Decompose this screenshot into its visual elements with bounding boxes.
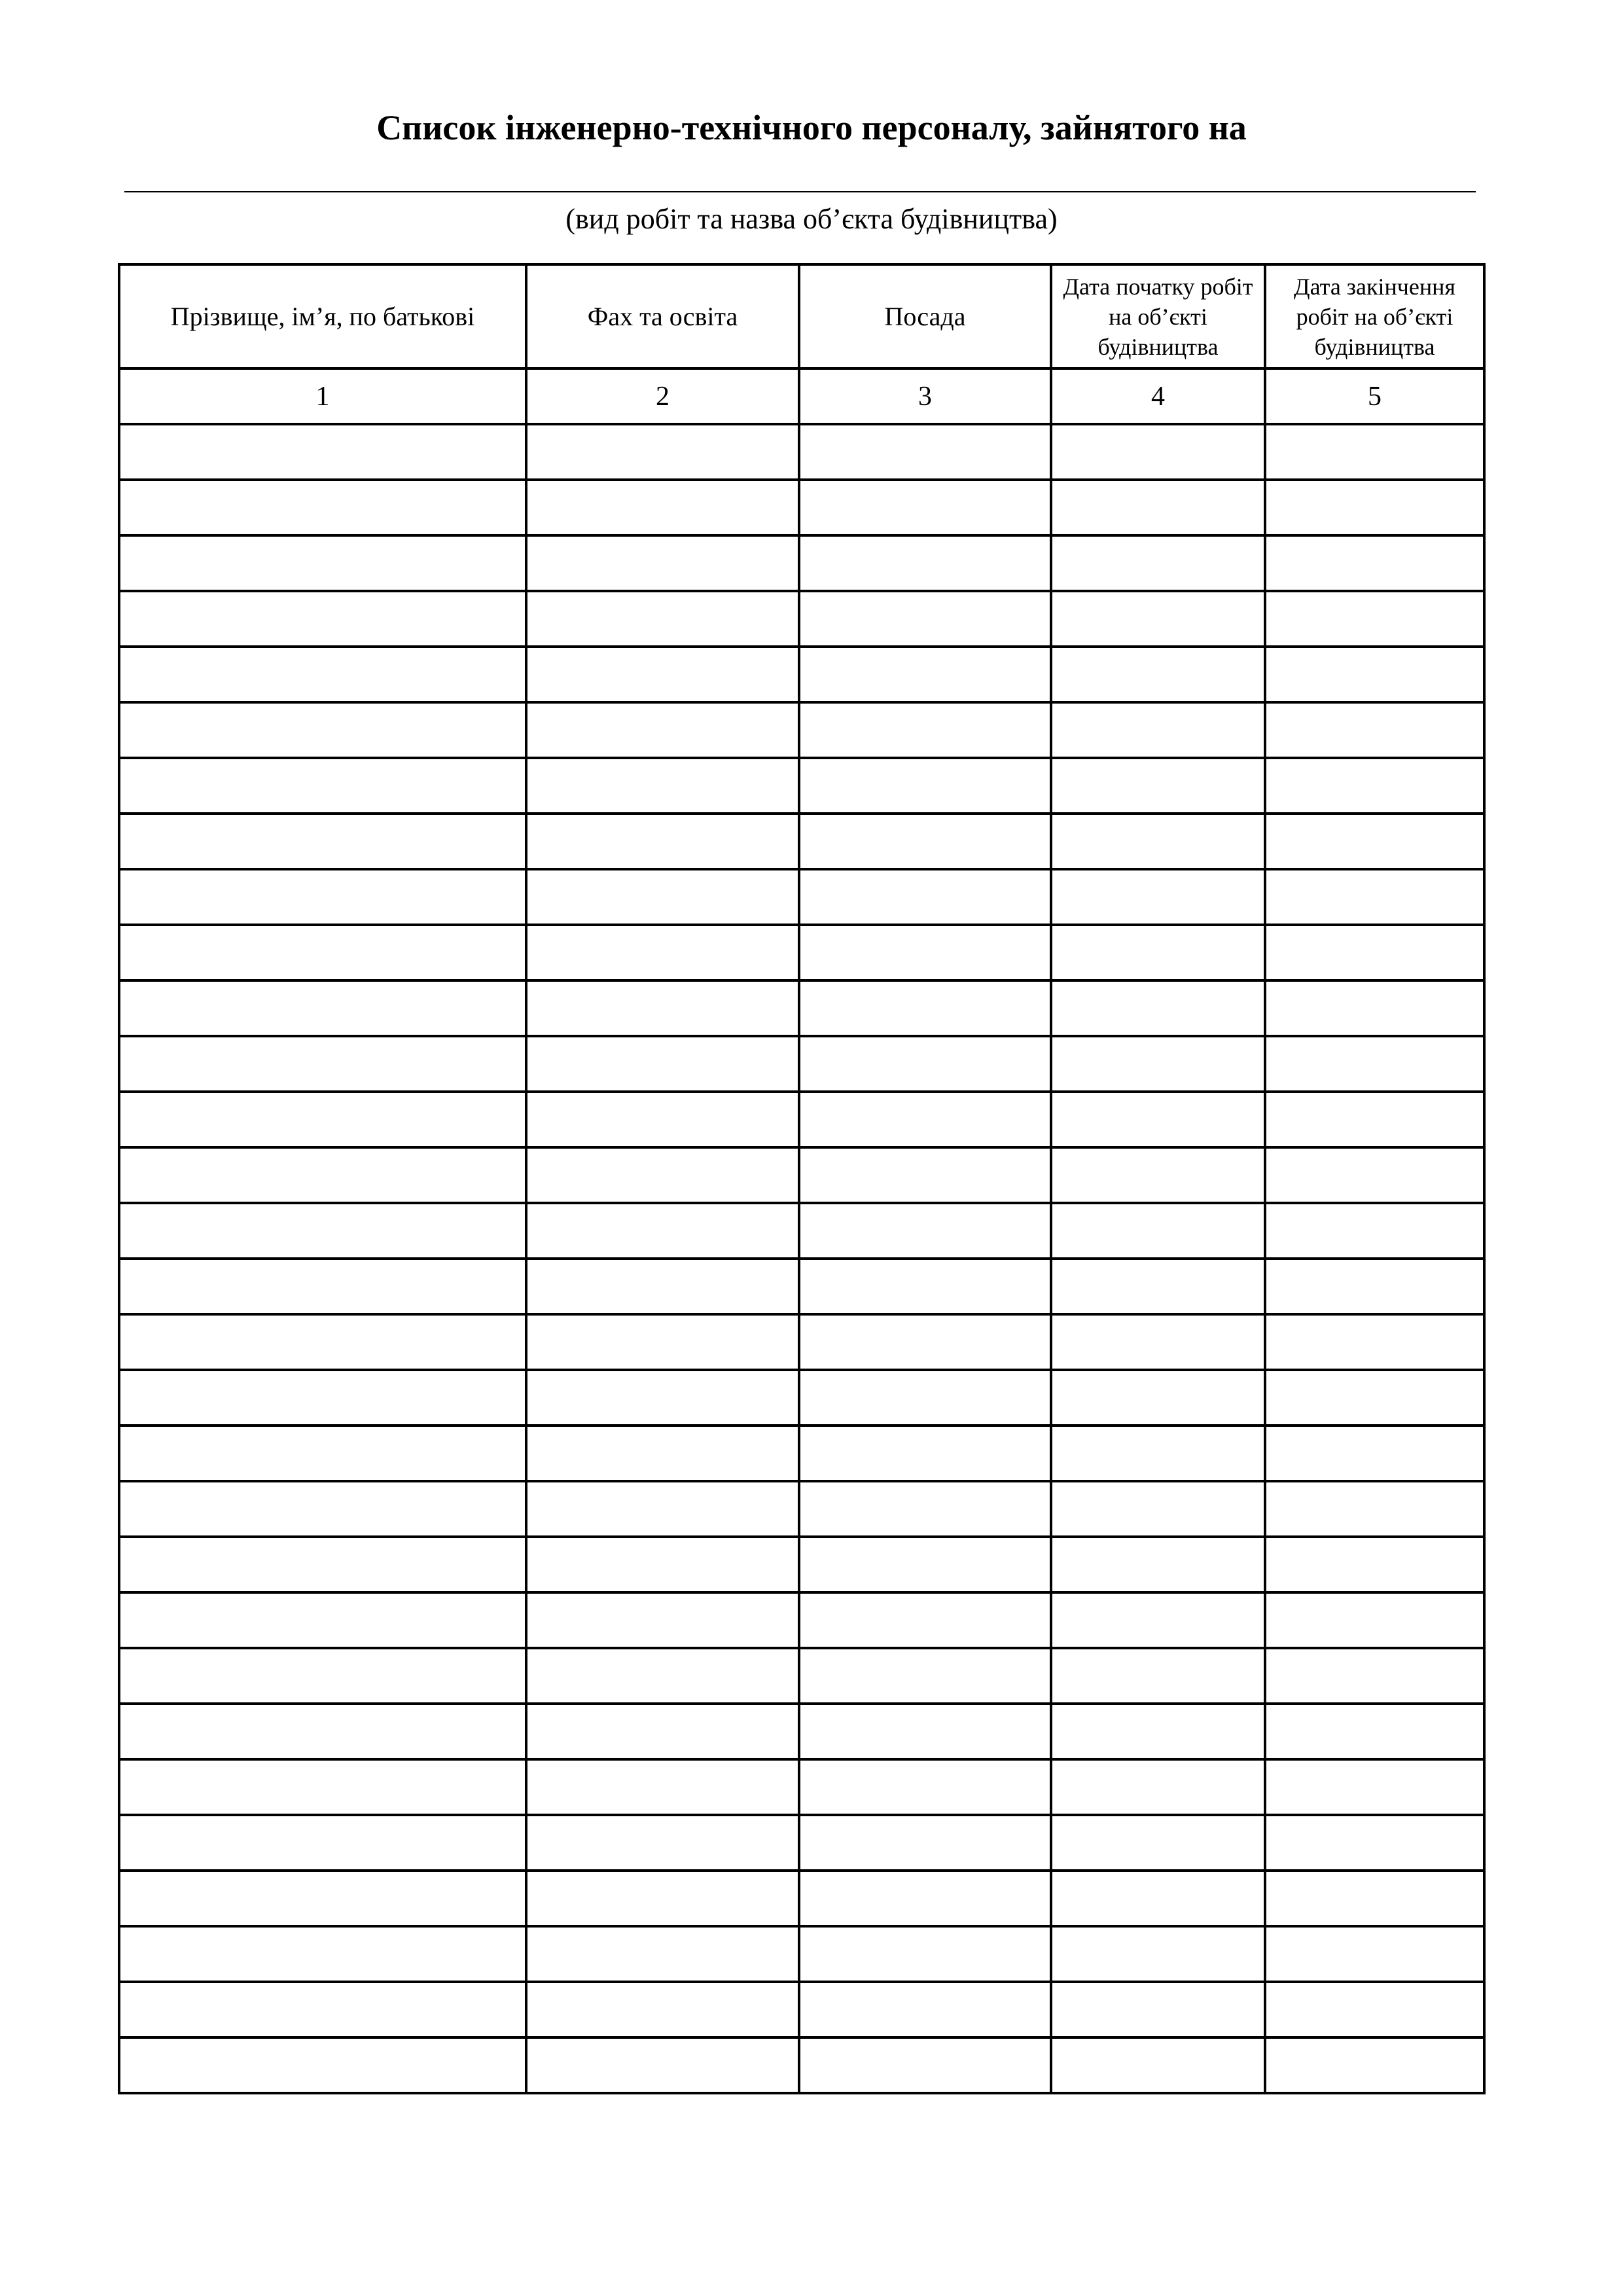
table-row [119,1648,1484,1704]
end-date-cell[interactable] [1265,1036,1484,1092]
header-start-date: Дата початку робіт на об’єкті будівництва [1051,264,1265,368]
position-cell[interactable] [799,1259,1051,1314]
end-date-cell[interactable] [1265,1648,1484,1704]
specialty-cell[interactable] [526,424,799,480]
specialty-cell[interactable] [526,591,799,647]
name-cell[interactable] [119,1314,526,1370]
end-date-cell[interactable] [1265,1704,1484,1759]
position-cell[interactable] [799,814,1051,869]
position-cell[interactable] [799,2037,1051,2093]
position-cell[interactable] [799,1704,1051,1759]
name-cell[interactable] [119,1370,526,1426]
position-cell[interactable] [799,1537,1051,1592]
name-cell[interactable] [119,1203,526,1259]
end-date-cell[interactable] [1265,1370,1484,1426]
end-date-cell[interactable] [1265,1592,1484,1648]
start-date-cell[interactable] [1051,1704,1265,1759]
table-row [119,1370,1484,1426]
specialty-cell[interactable] [526,1815,799,1871]
start-date-cell[interactable] [1051,535,1265,591]
table-row [119,1426,1484,1481]
table-row [119,1759,1484,1815]
table-row [119,591,1484,647]
column-number: 4 [1051,368,1265,424]
end-date-cell[interactable] [1265,1982,1484,2037]
specialty-cell[interactable] [526,1147,799,1203]
position-cell[interactable] [799,1147,1051,1203]
table-row [119,647,1484,702]
end-date-cell[interactable] [1265,535,1484,591]
position-cell[interactable] [799,758,1051,814]
specialty-cell[interactable] [526,1036,799,1092]
start-date-cell[interactable] [1051,1370,1265,1426]
name-cell[interactable] [119,535,526,591]
name-cell[interactable] [119,1537,526,1592]
end-date-cell[interactable] [1265,1426,1484,1481]
table-row [119,1815,1484,1871]
name-cell[interactable] [119,591,526,647]
name-cell[interactable] [119,1815,526,1871]
start-date-cell[interactable] [1051,1036,1265,1092]
specialty-cell[interactable] [526,480,799,535]
name-cell[interactable] [119,702,526,758]
table-row [119,1871,1484,1926]
end-date-cell[interactable] [1265,1537,1484,1592]
position-cell[interactable] [799,535,1051,591]
position-cell[interactable] [799,869,1051,925]
specialty-cell[interactable] [526,925,799,980]
start-date-cell[interactable] [1051,1648,1265,1704]
start-date-cell[interactable] [1051,1592,1265,1648]
table-row [119,869,1484,925]
page-title: Список інженерно-технічного персоналу, зайнятого на [376,108,1247,147]
end-date-cell[interactable] [1265,1759,1484,1815]
specialty-cell[interactable] [526,1481,799,1537]
position-cell[interactable] [799,1926,1051,1982]
start-date-cell[interactable] [1051,1481,1265,1537]
name-cell[interactable] [119,758,526,814]
header-position: Посада [799,264,1051,368]
name-cell[interactable] [119,1982,526,2037]
name-cell[interactable] [119,480,526,535]
end-date-cell[interactable] [1265,814,1484,869]
name-cell[interactable] [119,1926,526,1982]
specialty-cell[interactable] [526,1537,799,1592]
work-type-fill-line[interactable] [124,191,1476,192]
name-cell[interactable] [119,1759,526,1815]
specialty-cell[interactable] [526,647,799,702]
end-date-cell[interactable] [1265,424,1484,480]
start-date-cell[interactable] [1051,1426,1265,1481]
start-date-cell[interactable] [1051,2037,1265,2093]
name-cell[interactable] [119,1259,526,1314]
table-row [119,1259,1484,1314]
table-row [119,925,1484,980]
specialty-cell[interactable] [526,980,799,1036]
table-row [119,980,1484,1036]
position-cell[interactable] [799,1982,1051,2037]
start-date-cell[interactable] [1051,1815,1265,1871]
position-cell[interactable] [799,1592,1051,1648]
specialty-cell[interactable] [526,1592,799,1648]
specialty-cell[interactable] [526,535,799,591]
specialty-cell[interactable] [526,1370,799,1426]
column-number-row [119,368,1484,424]
start-date-cell[interactable] [1051,1537,1265,1592]
column-number: 3 [799,368,1051,424]
table-row [119,1926,1484,1982]
specialty-cell[interactable] [526,869,799,925]
name-cell[interactable] [119,925,526,980]
specialty-cell[interactable] [526,1982,799,2037]
specialty-cell[interactable] [526,1704,799,1759]
name-cell[interactable] [119,1092,526,1147]
start-date-cell[interactable] [1051,647,1265,702]
end-date-cell[interactable] [1265,647,1484,702]
position-cell[interactable] [799,591,1051,647]
header-specialty-education: Фах та освіта [526,264,799,368]
specialty-cell[interactable] [526,1759,799,1815]
name-cell[interactable] [119,980,526,1036]
end-date-cell[interactable] [1265,1259,1484,1314]
end-date-cell[interactable] [1265,1926,1484,1982]
name-cell[interactable] [119,869,526,925]
end-date-cell[interactable] [1265,2037,1484,2093]
position-cell[interactable] [799,424,1051,480]
position-cell[interactable] [799,1815,1051,1871]
name-cell[interactable] [119,1481,526,1537]
table-row [119,1203,1484,1259]
start-date-cell[interactable] [1051,925,1265,980]
end-date-cell[interactable] [1265,758,1484,814]
end-date-cell[interactable] [1265,925,1484,980]
header-end-date: Дата закінчення робіт на об’єкті будівництва [1265,264,1484,368]
start-date-cell[interactable] [1051,1982,1265,2037]
start-date-cell[interactable] [1051,869,1265,925]
end-date-cell[interactable] [1265,1147,1484,1203]
table-row [119,1982,1484,2037]
end-date-cell[interactable] [1265,869,1484,925]
end-date-cell[interactable] [1265,702,1484,758]
table-row [119,1314,1484,1370]
end-date-cell[interactable] [1265,1815,1484,1871]
table-row [119,1147,1484,1203]
name-cell[interactable] [119,814,526,869]
position-cell[interactable] [799,1871,1051,1926]
start-date-cell[interactable] [1051,758,1265,814]
start-date-cell[interactable] [1051,980,1265,1036]
position-cell[interactable] [799,1426,1051,1481]
table-row [119,2037,1484,2093]
table-row [119,1481,1484,1537]
start-date-cell[interactable] [1051,1871,1265,1926]
header-full-name: Прізвище, ім’я, по батькові [119,264,526,368]
end-date-cell[interactable] [1265,480,1484,535]
end-date-cell[interactable] [1265,1203,1484,1259]
start-date-cell[interactable] [1051,591,1265,647]
name-cell[interactable] [119,647,526,702]
specialty-cell[interactable] [526,1203,799,1259]
table-row [119,424,1484,480]
start-date-cell[interactable] [1051,1147,1265,1203]
specialty-cell[interactable] [526,1259,799,1314]
name-cell[interactable] [119,1871,526,1926]
table-row [119,1592,1484,1648]
position-cell[interactable] [799,1648,1051,1704]
table-row [119,814,1484,869]
table-row [119,702,1484,758]
start-date-cell[interactable] [1051,1092,1265,1147]
column-number: 2 [526,368,799,424]
specialty-cell[interactable] [526,1648,799,1704]
name-cell[interactable] [119,1648,526,1704]
end-date-cell[interactable] [1265,1871,1484,1926]
specialty-cell[interactable] [526,1426,799,1481]
start-date-cell[interactable] [1051,424,1265,480]
position-cell[interactable] [799,1759,1051,1815]
table-row [119,1036,1484,1092]
specialty-cell[interactable] [526,814,799,869]
name-cell[interactable] [119,1426,526,1481]
specialty-cell[interactable] [526,2037,799,2093]
table-row [119,758,1484,814]
table-row [119,1537,1484,1592]
work-type-caption: (вид робіт та назва об’єкта будівництва) [565,203,1058,235]
position-cell[interactable] [799,1481,1051,1537]
position-cell[interactable] [799,1036,1051,1092]
end-date-cell[interactable] [1265,1314,1484,1370]
start-date-cell[interactable] [1051,702,1265,758]
table-row [119,1704,1484,1759]
position-cell[interactable] [799,1092,1051,1147]
specialty-cell[interactable] [526,702,799,758]
start-date-cell[interactable] [1051,1759,1265,1815]
table-row [119,535,1484,591]
column-number: 5 [1265,368,1484,424]
specialty-cell[interactable] [526,1092,799,1147]
end-date-cell[interactable] [1265,980,1484,1036]
position-cell[interactable] [799,980,1051,1036]
table-row [119,480,1484,535]
start-date-cell[interactable] [1051,1203,1265,1259]
start-date-cell[interactable] [1051,1314,1265,1370]
position-cell[interactable] [799,925,1051,980]
table-header-row [119,264,1484,368]
start-date-cell[interactable] [1051,814,1265,869]
column-number: 1 [119,368,526,424]
specialty-cell[interactable] [526,1871,799,1926]
position-cell[interactable] [799,1314,1051,1370]
start-date-cell[interactable] [1051,480,1265,535]
start-date-cell[interactable] [1051,1259,1265,1314]
end-date-cell[interactable] [1265,1092,1484,1147]
position-cell[interactable] [799,1370,1051,1426]
staff-table [118,263,1486,2094]
name-cell[interactable] [119,424,526,480]
position-cell[interactable] [799,702,1051,758]
position-cell[interactable] [799,647,1051,702]
end-date-cell[interactable] [1265,591,1484,647]
table-row [119,1092,1484,1147]
position-cell[interactable] [799,1203,1051,1259]
name-cell[interactable] [119,2037,526,2093]
name-cell[interactable] [119,1147,526,1203]
name-cell[interactable] [119,1704,526,1759]
name-cell[interactable] [119,1592,526,1648]
specialty-cell[interactable] [526,1926,799,1982]
specialty-cell[interactable] [526,1314,799,1370]
end-date-cell[interactable] [1265,1481,1484,1537]
position-cell[interactable] [799,480,1051,535]
name-cell[interactable] [119,1036,526,1092]
specialty-cell[interactable] [526,758,799,814]
start-date-cell[interactable] [1051,1926,1265,1982]
